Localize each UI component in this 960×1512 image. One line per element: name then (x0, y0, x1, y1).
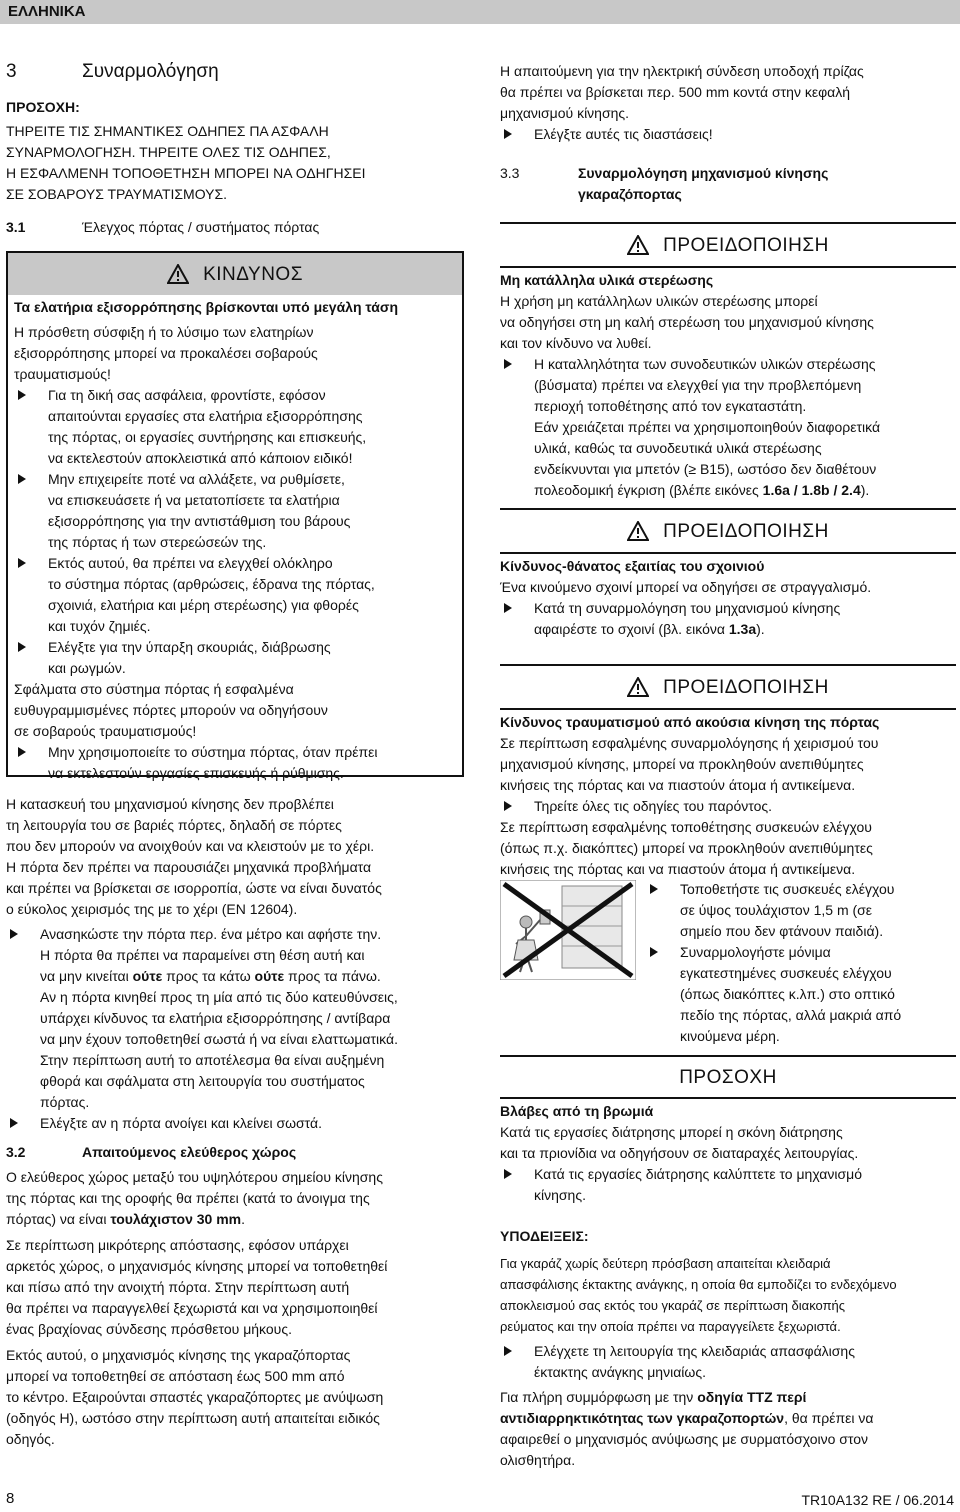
text-line: που δεν μπορούν να ανοιχθούν και να κλειστούν με το χέρι. (6, 838, 375, 854)
text-line: Σε περίπτωση εσφαλμένης συναρμολόγησης ή χειρισμού του (500, 735, 879, 751)
bullet-line: πόρτας. (40, 1094, 90, 1110)
warning-bullets (500, 354, 956, 501)
bullet-line: κίνησης. (534, 1187, 586, 1203)
caution-header (500, 1057, 956, 1097)
text-line: και τον κίνδυνο να λυθεί. (500, 335, 652, 351)
bullet-line: Κατά τις εργασίες διάτρησης καλύπτετε το μηχανισμό (534, 1166, 862, 1182)
cover-drive-bullet (500, 1164, 956, 1206)
socket-bullet (500, 124, 956, 145)
bullet-line: εγκατεστημένες συσκευές ελέγχου (680, 965, 892, 981)
warning-bullets (500, 598, 956, 640)
text-line: ένας βραχίονας σύνδεσης πρόσθετου μήκους. (6, 1321, 292, 1337)
text-span: ). (860, 482, 870, 498)
bullet-line (40, 966, 466, 987)
fixings-bullet (500, 354, 956, 501)
bullet-line: Η καταλληλότητα των συνοδευτικών υλικών στερέωσης (534, 356, 876, 372)
text-line: κινήσεις της πόρτας και να πιαστούν άτομα ή αντικείμενα. (500, 861, 856, 877)
text-line: αποκλεισμού σας εκτός του γκαράζ σε περίπτωση διακοπής (500, 1298, 846, 1313)
bullet-line: να εκτελεστούν αποκλειστικά από κάποιον ειδικό! (48, 450, 353, 466)
text-line: Εκτός αυτού, ο μηχανισμός κίνησης της γκαραζόπορτας (6, 1347, 351, 1363)
caution-box-label: ΠΡΟΣΟΧΗ (679, 1066, 777, 1088)
warning-subtitle: Κίνδυνος τραυματισμού από ακούσια κίνηση της πόρτας (500, 708, 956, 733)
caution-bullets (500, 1164, 956, 1206)
text-span: Για πλήρη συμμόρφωση με την (500, 1389, 698, 1405)
text-line: απασφάλισης έκτακτης ανάγκης, η οποία θα εμποδίζει το ενδεχόμενο (500, 1277, 897, 1292)
text-line: της πόρτας και της οροφής θα πρέπει (κατά το άνοιγμα της (6, 1190, 370, 1206)
caution-subtitle: Βλάβες από τη βρωμιά (500, 1097, 956, 1122)
text-line: οδηγός. (6, 1431, 55, 1447)
bullet-line: Η πόρτα θα πρέπει να παραμείνει στη θέση αυτή και (40, 947, 365, 963)
caution-line: Η ΕΣΦΑΛΜΕΝΗ ΤΟΠΟΘΕΤΗΣΗ ΜΠΟΡΕΙ ΝΑ ΟΔΗΓΗΣΕΙ (6, 165, 366, 181)
emphasis: τουλάχιστον 30 mm (110, 1211, 242, 1227)
emphasis: ούτε (254, 968, 285, 984)
figure-ref: 1.6a / 1.8b / 2.4 (762, 482, 861, 498)
text-line: Η απαιτούμενη για την ηλεκτρική σύνδεση υποδοχή πρίζας (500, 63, 864, 79)
text-line: ο εύκολος χειρισμός της με το χέρι (EN 12604). (6, 901, 298, 917)
language-label: ΕΛΛΗΝΙΚΑ (8, 3, 86, 20)
bullet-line: Κατά τη συναρμολόγηση του μηχανισμού κίνησης (534, 600, 841, 616)
caution-text (6, 121, 466, 205)
bullet-line: Μην επιχειρείτε ποτέ να αλλάξετε, να ρυθμίσετε, (48, 471, 345, 487)
section-title: Απαιτούμενος ελεύθερος χώρος (82, 1144, 297, 1160)
door-open-close-bullet (6, 1113, 466, 1134)
mount-height-bullet (646, 879, 956, 942)
warning-box-fixings (500, 222, 956, 501)
text-line: Η κατασκευή του μηχανισμού κίνησης δεν προβλέπει (6, 796, 334, 812)
bullet-line: Εάν χρειάζεται πρέπει να χρησιμοποιηθούν διαφορετικά (534, 419, 881, 435)
caution-line: ΣΕ ΣΟΒΑΡΟΥΣ ΤΡΑΥΜΑΤΙΣΜΟΥΣ. (6, 186, 228, 202)
bullet-line: σχοινιά, ελατήρια και μέρη στερέωσης) για φθορές (48, 597, 359, 613)
bullet-line: Αν η πόρτα κινηθεί προς τη μία από τις δύο κατευθύνσεις, (40, 989, 398, 1005)
danger-intro-line: εξισορρόπησης μπορεί να προκαλέσει σοβαρούς (14, 345, 318, 361)
section-title: Έλεγχος πόρτας / συστήματος πόρτας (82, 219, 320, 235)
section-31-heading (6, 217, 319, 238)
text-line: και τα πριονίδια να οδηγήσουν σε διαταραχές λειτουργίας. (500, 1145, 859, 1161)
warning-box-rope (500, 508, 956, 640)
text-line: ρεύματος και την οποία πρέπει να παραγγείλετε ξεχωριστά. (500, 1319, 841, 1334)
bullet-line: Ελέγξτε αυτές τις διαστάσεις! (534, 126, 713, 142)
text-span: ). (756, 621, 765, 637)
caution-label: ΠΡΟΣΟΧΗ: (6, 99, 80, 115)
text-line: Η πόρτα δεν πρέπει να παρουσιάζει μηχανικά προβλήματα (6, 859, 372, 875)
bullet-line: εξισορρόπησης για την αντιστάθμιση του βάρους (48, 513, 351, 529)
door-check-paragraph (6, 794, 466, 920)
text-line: μηχανισμού κίνησης. (500, 105, 630, 121)
warning-triangle-icon (167, 264, 189, 284)
bullet-line: υπάρχει κίνδυνος τα ελατήρια εξισορρόπησης / αντίβαρα (40, 1010, 391, 1026)
bullet-line: (βύσματα) πρέπει να ελεγχθεί για την προβλεπόμενη (534, 377, 862, 393)
text-line: τη λειτουργία του σε βαριές πόρτες, δηλαδή σε πόρτες (6, 817, 342, 833)
warning-box-door-movement (500, 664, 956, 880)
warning-subtitle: Μη κατάλληλα υλικά στερέωσης (500, 266, 956, 291)
hints-bullets (500, 1341, 956, 1383)
section-title: Συναρμολόγηση μηχανισμού κίνησης (578, 165, 829, 181)
bullet-line: Για τη δική σας ασφάλεια, φροντίστε, εφόσον (48, 387, 326, 403)
danger-label: ΚΙΝΔΥΝΟΣ (203, 263, 303, 285)
text-line: θα πρέπει να βρίσκεται περ. 500 mm κοντά στην κεφαλή (500, 84, 851, 100)
danger-subtitle: Τα ελατήρια εξισορρόπησης βρίσκονται υπό μεγάλη τάση (14, 299, 399, 315)
section-title: Συναρμολόγηση (82, 61, 219, 82)
prohibition-illustration (500, 880, 636, 980)
danger-bullets (14, 385, 454, 679)
child-near-switch-illustration (500, 880, 636, 980)
emphasis: οδηγία TTZ περί (697, 1389, 807, 1405)
bullet-line: Ελέγχετε τη λειτουργία της κλειδαριάς απασφάλισης (534, 1343, 855, 1359)
section-33-heading (500, 163, 956, 205)
emphasis: ούτε (132, 968, 163, 984)
hints-section (500, 1226, 956, 1471)
warning-header (500, 666, 956, 708)
clearance-paragraphs (6, 1167, 466, 1450)
door-check-bullets (6, 924, 466, 1134)
socket-paragraph (500, 61, 956, 145)
text-line: θα πρέπει να παραγγελθεί ξεχωριστά και να χρησιμοποιηθεί (6, 1300, 378, 1316)
text-line: Ο ελεύθερος χώρος μεταξύ του υψηλότερου σημείου κίνησης (6, 1169, 383, 1185)
control-device-bullets (646, 879, 956, 1047)
danger-bullet (14, 469, 454, 553)
danger-intro-line: Η πρόσθετη σύσφιξη ή το λύσιμο των ελατηρίων (14, 324, 314, 340)
bullet-line: Ελέγξτε αν η πόρτα ανοίγει και κλείνει σωστά. (40, 1115, 322, 1131)
danger-outro-line: ευθυγραμμισμένες πόρτες μπορούν να οδηγήσουν (14, 702, 328, 718)
text-line: Για γκαράζ χωρίς δεύτερη πρόσβαση απαιτείται κλειδαριά (500, 1256, 831, 1271)
bullet-line: Εκτός αυτού, θα πρέπει να ελεγχθεί ολόκληρο (48, 555, 333, 571)
warning-header (500, 510, 956, 552)
bullet-line (534, 480, 956, 501)
emphasis: αντιδιαρρηκτικότητας των γκαραζοπορτών (500, 1410, 785, 1426)
text-line: και πρέπει να βρίσκεται σε ισορροπία, ώστε να είναι δυνατός (6, 880, 382, 896)
danger-body (8, 295, 462, 790)
bullet-line: και τυχόν ζημιές. (48, 618, 151, 634)
danger-bullet (14, 385, 454, 469)
danger-outro-line: Σφάλματα στο σύστημα πόρτας ή εσφαλμένα (14, 681, 294, 697)
warning-triangle-icon (627, 677, 649, 697)
text-span: αφαιρέστε το σχοινί (βλ. εικόνα (534, 621, 729, 637)
text-line: (όπως π.χ. διακόπτες) μπορεί να προκληθούν ανεπιθύμητες (500, 840, 873, 856)
warning-triangle-icon (627, 521, 649, 541)
check-dimensions-bullet (500, 124, 956, 145)
section-number: 3.3 (500, 165, 520, 181)
text-line (500, 1408, 956, 1429)
follow-instructions-bullet (500, 796, 956, 817)
bullet-line: σε ύψος τουλάχιστον 1,5 m (σε (680, 902, 873, 918)
text-span: . (241, 1211, 246, 1227)
text-line: αρκετός χώρος, ο μηχανισμός κίνησης μπορεί να τοποθετηθεί (6, 1258, 388, 1274)
danger-header (8, 253, 462, 295)
warning-bullets (500, 796, 956, 817)
bullet-line: να εκτελεστούν εργασίες επισκευής ή ρύθμισης. (48, 765, 344, 781)
monthly-check-bullet (500, 1341, 956, 1383)
warning-header (500, 224, 956, 266)
bullet-line: Ελέγξτε για την ύπαρξη σκουριάς, διάβρωσης (48, 639, 331, 655)
bullet-line: Τοποθετήστε τις συσκευές ελέγχου (680, 881, 895, 897)
bullet-line: της πόρτας ή των στερεώσεών της. (48, 534, 267, 550)
page-number: 8 (6, 1490, 15, 1507)
text-span: προς τα κάτω (162, 968, 255, 984)
rope-bullet (500, 598, 956, 640)
bullet-line: ενδείκνυνται για μπετόν (≥ B15), ωστόσο δεν διαθέτουν (534, 461, 877, 477)
bullet-line: Ανασηκώστε την πόρτα περ. ένα μέτρο και αφήστε την. (40, 926, 382, 942)
bullet-line: της πόρτας, οι εργασίες συντήρησης και επισκευής, (48, 429, 367, 445)
text-span: πόρτας) να είναι (6, 1211, 111, 1227)
text-line: Κατά τις εργασίες διάτρησης μπορεί η σκόνη διάτρησης (500, 1124, 843, 1140)
danger-bullet (14, 742, 454, 784)
text-line: Ένα κινούμενο σχοινί μπορεί να οδηγήσει σε στραγγαλισμό. (500, 579, 872, 595)
bullet-line: Στην περίπτωση αυτή το αποτέλεσμα θα είναι αυξημένη (40, 1052, 385, 1068)
text-line: (οδηγός Η), ωστόσο στην περίπτωση αυτή απαιτείται ειδικός (6, 1410, 380, 1426)
bullet-line: απαιτούνται εργασίες στα ελατήρια εξισορρόπησης (48, 408, 363, 424)
text-line: Η χρήση μη κατάλληλων υλικών στερέωσης μπορεί (500, 293, 818, 309)
bullet-line: Τηρείτε όλες τις οδηγίες του παρόντος. (534, 798, 773, 814)
section-number: 3.2 (6, 1144, 26, 1160)
bullet-line: το σύστημα πόρτας (αρθρώσεις, έδρανα της πόρτας, (48, 576, 375, 592)
text-line (6, 1209, 466, 1230)
caution-box-dirt (500, 1055, 956, 1206)
fixed-devices-bullet (646, 942, 956, 1047)
danger-bullet (14, 637, 454, 679)
text-span: να μην κινείται (40, 968, 133, 984)
danger-last-bullet (14, 742, 454, 784)
text-line: Σε περίπτωση εσφαλμένης τοποθέτησης συσκευών ελέγχου (500, 819, 872, 835)
text-line: το κέντρο. Εξαιρούνται σπαστές γκαραζόπορτες με ανύψωση (6, 1389, 384, 1405)
caution-line: ΤΗΡΕΙΤΕ ΤΙΣ ΣΗΜΑΝΤΙΚΕΣ ΟΔΗΠΕΣ ΠΑ ΑΣΦΑΛΗ (6, 123, 329, 139)
text-line (500, 1387, 956, 1408)
bullet-line: να επισκευάσετε ή να μετατοπίσετε τα ελατήρια (48, 492, 340, 508)
danger-outro-line: σε σοβαρούς τραυματισμούς! (14, 723, 197, 739)
door-lift-bullet (6, 924, 466, 1113)
text-line: αφαιρεθεί ο μηχανισμός ανύψωσης με συρματόσχοινο στον (500, 1431, 869, 1447)
bullet-line: περιοχή τοποθέτησης από τον εγκαταστάτη. (534, 398, 807, 414)
bullet-line (534, 619, 956, 640)
bullet-line: Μην χρησιμοποιείτε το σύστημα πόρτας, όταν πρέπει (48, 744, 378, 760)
text-span: προς τα πάνω. (284, 968, 381, 984)
bullet-line: πεδίο της πόρτας, αλλά μακριά από (680, 1007, 902, 1023)
section-title-cont: γκαραζόπορτας (578, 186, 682, 202)
warning-label: ΠΡΟΕΙΔΟΠΟΙΗΣΗ (663, 676, 829, 698)
text-line: ολισθητήρα. (500, 1452, 576, 1468)
bullet-line: έκτακτης ανάγκης μηνιαίως. (534, 1364, 706, 1380)
caution-line: ΣΥΝΑΡΜΟΛΟΓΗΣΗ. ΤΗΡΕΙΤΕ ΟΛΕΣ ΤΙΣ ΟΔΗΠΕΣ, (6, 144, 331, 160)
section-number: 3.1 (6, 219, 26, 235)
text-line: και πίσω από την ανοιχτή πόρτα. Στην περίπτωση αυτή (6, 1279, 350, 1295)
section-3-heading (6, 60, 466, 84)
bullet-line: υλικά, καθώς τα συνοδευτικά υλικά στερέωσης (534, 440, 822, 456)
section-32-heading (6, 1142, 296, 1163)
bullet-line: (όπως διακόπτες κ.λπ.) στο οπτικό (680, 986, 895, 1002)
text-line: Σε περίπτωση μικρότερης απόστασης, εφόσον υπάρχει (6, 1237, 349, 1253)
text-line: κινήσεις της πόρτας και να πιαστούν άτομα ή αντικείμενα. (500, 777, 856, 793)
bullet-line: να μην έχουν τοποθετηθεί σωστά ή να είναι ελαττωματικά. (40, 1031, 398, 1047)
bullet-line: Συναρμολογήστε μόνιμα (680, 944, 831, 960)
danger-bullet (14, 553, 454, 637)
text-span: πολεοδομική έγκριση (βλέπε εικόνες (534, 482, 763, 498)
text-line: να οδηγήσει στη μη καλή στερέωση του μηχανισμού κίνησης (500, 314, 874, 330)
warning-subtitle: Κίνδυνος-θάνατος εξαιτίας του σχοινιού (500, 552, 956, 577)
warning-triangle-icon (627, 235, 649, 255)
figure-ref: 1.3a (728, 621, 757, 637)
language-header-bar (0, 0, 960, 24)
text-span: , θα πρέπει να (784, 1410, 874, 1426)
bullet-line: και ρωγμών. (48, 660, 126, 676)
section-number: 3 (6, 61, 17, 82)
hints-label: ΥΠΟΔΕΙΞΕΙΣ: (500, 1228, 589, 1244)
bullet-line: φθορά και σφάλματα στη λειτουργία του συστήματος (40, 1073, 365, 1089)
text-line: μηχανισμού κίνησης, μπορεί να προκληθούν ανεπιθύμητες (500, 756, 864, 772)
warning-label: ΠΡΟΕΙΔΟΠΟΙΗΣΗ (663, 520, 829, 542)
bullet-line: κινούμενα μέρη. (680, 1028, 780, 1044)
document-code: TR10A132 RE / 06.2014 (801, 1492, 954, 1508)
danger-box (6, 251, 464, 781)
danger-intro-line: τραυματισμούς! (14, 366, 111, 382)
warning-label: ΠΡΟΕΙΔΟΠΟΙΗΣΗ (663, 234, 829, 256)
text-line: μπορεί να τοποθετηθεί σε απόσταση έως 500 mm από (6, 1368, 345, 1384)
bullet-line: σημείο που δεν φτάνουν παιδιά). (680, 923, 884, 939)
